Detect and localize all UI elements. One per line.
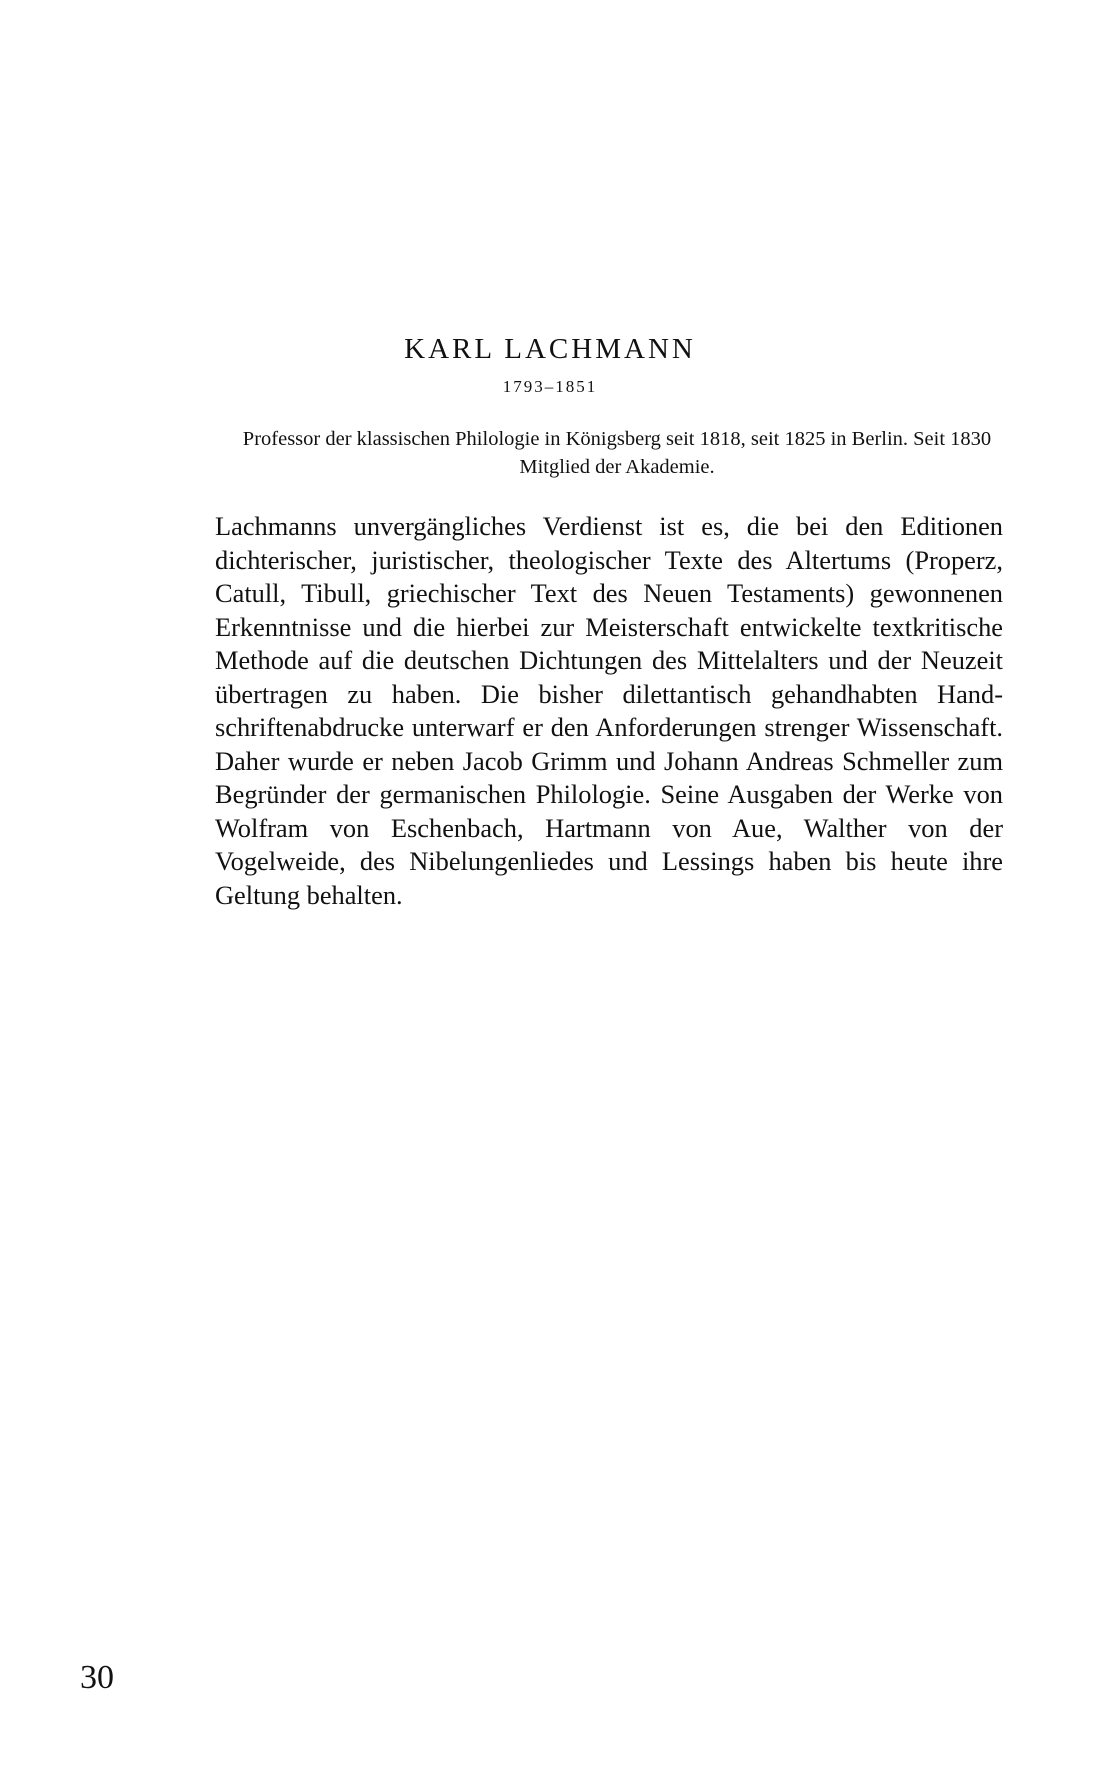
life-dates: 1793–1851 <box>502 377 598 396</box>
intro-note: Professor der klassischen Philologie in Königsberg seit 1818, seit 1825 in Berlin. Seit 1830 Mitglied der Akademie. <box>242 428 992 478</box>
page-title: KARL LACHMANN <box>404 333 696 365</box>
page-number: 30 <box>80 1659 114 1696</box>
body-paragraph: Lachmanns unvergängliches Verdienst ist es, die bei den Editionen dichterischer, juristischer, theologischer Texte des Altertums (Properz, Catull, Tibull, griechischer Text des Neuen Testaments) gewonnenen Erkenntnisse und die hierbei zur Meisterschaft entwickelte textkritische Methode auf die deutschen Dichtungen des Mittelalters und der Neuzeit übertragen zu haben. Die bisher dilettantisch gehandhabten Handschriftenabdrucke unterwarf er den Anforderungen strenger Wissenschaft. Daher wurde er neben Jacob Grimm und Johann Andreas Schmeller zum Begründer der germanischen Philologie. Seine Ausgaben der Werke von Wolfram von Eschenbach, Hartmann von Aue, Walther von der Vogelweide, des Nibelungenliedes und Lessings haben bis heute ihre Geltung behalten. <box>215 511 1003 910</box>
